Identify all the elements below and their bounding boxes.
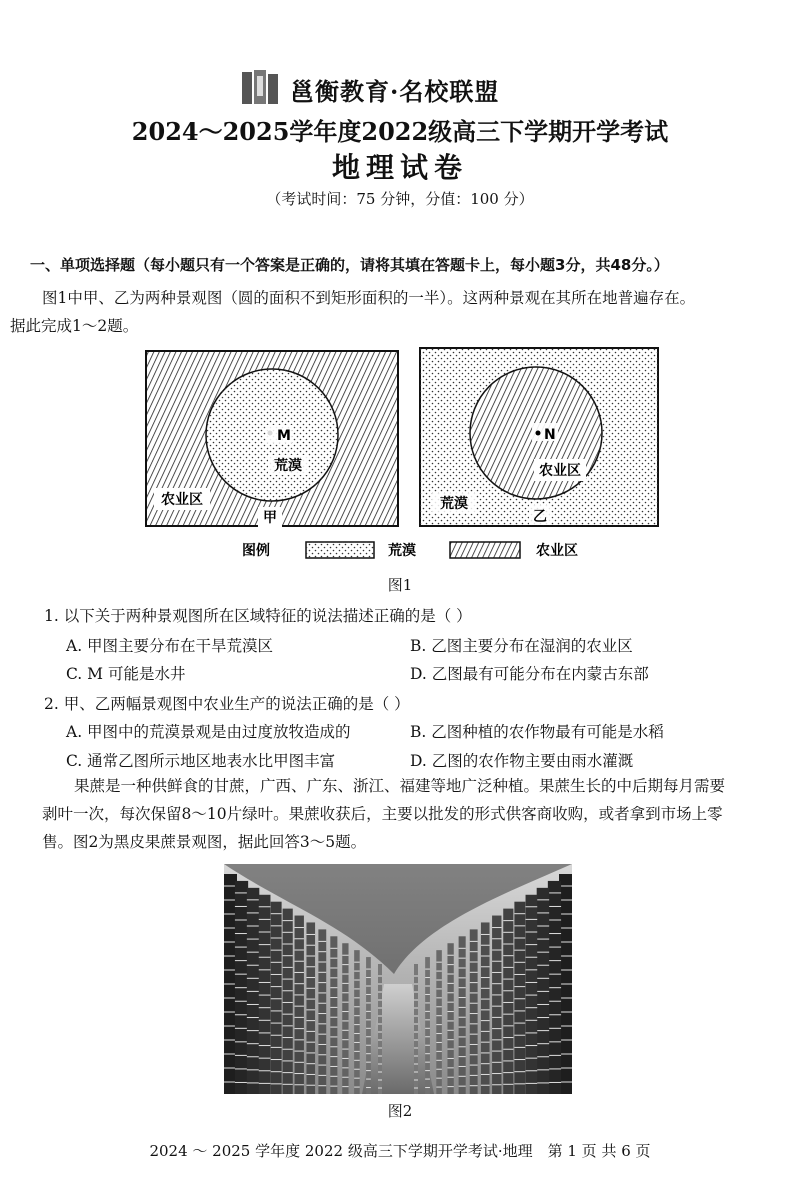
sugarcane-stalk — [295, 916, 304, 1094]
intro-paragraph-1 — [10, 284, 750, 340]
label-jia: 甲 — [263, 510, 277, 526]
intro-line: 图1中甲、乙为两种景观图（圆的面积不到矩形面积的一半）。这两种景观在其所在地普遍存在。 — [42, 289, 696, 307]
question-1-option-b: B. 乙图主要分布在湿润的农业区 — [410, 637, 633, 655]
sugarcane-stalk — [436, 950, 442, 1094]
intro-line: 果蔗是一种供鲜食的甘蔗，广西、广东、浙江、福建等地广泛种植。果蔗生长的中后期每月需要 — [74, 777, 726, 795]
sugarcane-stalk — [447, 943, 453, 1094]
sugarcane-stalk — [271, 902, 282, 1094]
page-footer: 2024 ～ 2025 学年度 2022 级高三下学期开学考试·地理 第 1 页 共 6 页 — [149, 1142, 651, 1160]
sugarcane-stalk — [526, 895, 538, 1094]
label-farm-right: 农业区 — [539, 463, 581, 479]
intro-line: 剥叶一次，每次保留8～10片绿叶。果蔗收获后，主要以批发的形式供客商收购，或者拿到市场上零 — [42, 805, 723, 823]
sugarcane-stalk — [283, 909, 293, 1094]
sugarcane-stalk — [306, 922, 315, 1094]
sugarcane-stalk — [514, 902, 525, 1094]
question-2-option-c: C. 通常乙图所示地区地表水比甲图丰富 — [66, 752, 336, 770]
question-2-option-a: A. 甲图中的荒漠景观是由过度放牧造成的 — [66, 723, 351, 741]
sugarcane-stalk — [259, 895, 271, 1094]
question-1-option-c: C. M 可能是水井 — [66, 665, 186, 683]
question-1-stem: 1. 以下关于两种景观图所在区域特征的说法描述正确的是（ ） — [44, 607, 472, 625]
figure-1-caption: 图1 — [387, 576, 413, 594]
figure-2-caption: 图2 — [387, 1102, 413, 1120]
legend-farm-label: 农业区 — [536, 543, 578, 559]
logo-icon — [240, 68, 280, 108]
label-desert-right: 荒漠 — [440, 496, 468, 512]
sugarcane-stalk — [470, 929, 478, 1094]
intro-line: 据此完成1～2题。 — [10, 317, 139, 335]
intro-paragraph-2 — [42, 772, 782, 856]
subject-title: 地理试卷 — [331, 151, 468, 184]
section-heading: 一、单项选择题（每小题只有一个答案是正确的，请将其填在答题卡上，每小题3分，共48分。） — [30, 256, 669, 274]
label-n: N — [544, 427, 556, 443]
org-name: 邕衡教育·名校联盟 — [290, 77, 500, 106]
question-2-option-d: D. 乙图的农作物主要由雨水灌溉 — [410, 752, 634, 770]
panel-yi — [420, 348, 658, 526]
label-yi: 乙 — [533, 509, 547, 525]
legend-title: 图例 — [242, 543, 270, 559]
sugarcane-stalk — [492, 916, 501, 1094]
label-farm-left: 农业区 — [161, 492, 203, 508]
figure-1-landscape-diagram — [140, 345, 660, 570]
exam-info: （考试时间：75 分钟，分值：100 分） — [266, 190, 534, 208]
intro-line: 售。图2为黑皮果蔗景观图，据此回答3～5题。 — [42, 833, 367, 851]
label-desert-left: 荒漠 — [274, 458, 302, 474]
label-m: M — [277, 428, 291, 444]
question-2-option-b: B. 乙图种植的农作物最有可能是水稻 — [410, 723, 664, 741]
sugarcane-stalk — [481, 922, 490, 1094]
exam-title: 2024～2025学年度2022级高三下学期开学考试 — [131, 117, 669, 146]
legend-farm-swatch — [450, 542, 520, 558]
point-n — [536, 431, 541, 436]
figure-1-legend — [242, 542, 578, 559]
sugarcane-stalk — [459, 936, 466, 1094]
sugarcane-stalk — [342, 943, 348, 1094]
question-1-option-d: D. 乙图最有可能分布在内蒙古东部 — [410, 665, 649, 683]
question-1-option-a: A. 甲图主要分布在干旱荒漠区 — [66, 637, 274, 655]
legend-desert-label: 荒漠 — [388, 543, 416, 559]
sugarcane-stalk — [318, 929, 326, 1094]
sugarcane-stalk — [354, 950, 360, 1094]
legend-desert-swatch — [306, 542, 374, 558]
question-2-stem: 2. 甲、乙两幅景观图中农业生产的说法正确的是（ ） — [44, 695, 410, 713]
figure-2-sugarcane-photo — [224, 864, 572, 1094]
sugarcane-stalk — [330, 936, 337, 1094]
sugarcane-stalk — [503, 909, 513, 1094]
panel-jia — [146, 351, 398, 527]
